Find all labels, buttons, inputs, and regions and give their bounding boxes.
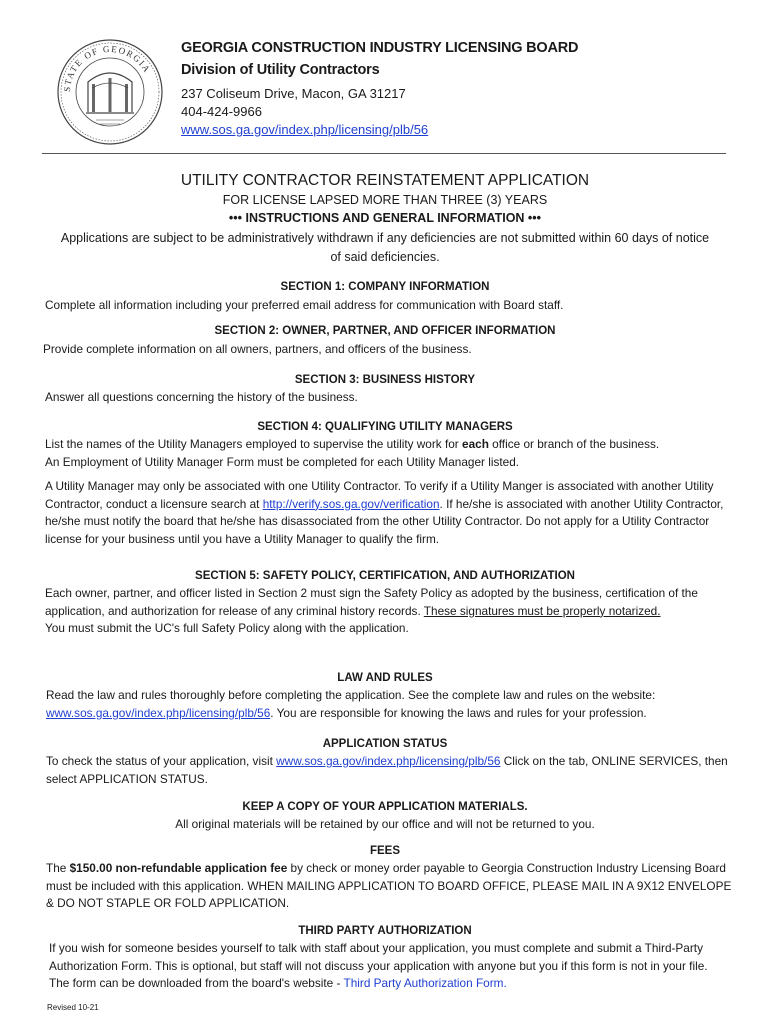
third-party-text-a: If you wish for someone besides yourself to talk with staff about your application, you must complete and submit a Third-Party Authorization Form. This is optional, but staff will not discuss your application with anyone but you if this form is not in your file. The form can be downloaded from the board's website -: [49, 941, 708, 991]
status-text: [46, 753, 736, 788]
page-subtitle: FOR LICENSE LAPSED MORE THAN THREE (3) YEARS: [222, 193, 548, 207]
fees-heading: FEES: [369, 845, 401, 857]
verification-link[interactable]: http://verify.sos.ga.gov/verification: [262, 496, 440, 511]
law-text-b: . You are responsible for knowing the laws and rules for your profession.: [270, 705, 647, 720]
section4-p2-b: . If he/she is associated with another Utility Contractor, he/she must notify the board that he/she has disassociated from the other Utility Contractor. Do not apply for a Utility Contractor license for your business until you have a Utility Manager to qualify the firm.: [45, 496, 724, 546]
section4-p2-a: A Utility Manager may only be associated with one Utility Contractor. To verify if a Utility Manger is associated with another Utility Contractor, conduct a licensure search at: [45, 479, 714, 511]
section4-p1-line2: An Employment of Utility Manager Form must be completed for each Utility Manager listed.: [45, 454, 520, 469]
section5-heading: SECTION 5: SAFETY POLICY, CERTIFICATION, AND AUTHORIZATION: [195, 570, 575, 582]
fees-amount: $150.00 non-refundable application fee: [69, 861, 288, 875]
law-text-a: Read the law and rules thoroughly before completing the application. See the complete law and rules on the website:: [46, 688, 656, 702]
status-text-a: To check the status of your application, visit: [46, 754, 277, 768]
section5-notarized-note: These signatures must be properly notarized.: [423, 603, 661, 618]
law-website-link[interactable]: www.sos.ga.gov/index.php/licensing/plb/56: [46, 705, 271, 720]
address: 237 Coliseum Drive, Macon, GA 31217: [181, 86, 406, 101]
header-divider: [42, 153, 726, 154]
section3-text: Answer all questions concerning the history of the business.: [45, 390, 358, 404]
law-heading: LAW AND RULES: [337, 672, 433, 684]
division-name: Division of Utility Contractors: [181, 62, 380, 78]
third-party-text: [49, 940, 719, 993]
withdrawal-warning: Applications are subject to be administratively withdrawn if any deficiencies are not submitted within 60 days of notice of said deficiencies.: [60, 231, 710, 264]
section1-heading: SECTION 1: COMPANY INFORMATION: [280, 281, 490, 293]
fees-text-b: by check or money order payable to Georgia Construction Industry Licensing Board must be included with this application. WHEN MAILING APPLICATION TO BOARD OFFICE, PLEASE MAIL IN A 9X12 ENVELOPE & DO NOT STAPLE OR FOLD APPLICATION.: [46, 861, 732, 911]
fees-text: [46, 860, 736, 913]
third-party-heading: THIRD PARTY AUTHORIZATION: [298, 925, 472, 937]
georgia-state-seal: [56, 38, 164, 146]
board-name: GEORGIA CONSTRUCTION INDUSTRY LICENSING BOARD: [181, 40, 579, 56]
section5-line2: You must submit the UC's full Safety Policy along with the application.: [45, 621, 409, 636]
svg-text:STATE OF GEORGIA: [62, 44, 153, 92]
section1-text: Complete all information including your preferred email address for communication with Board staff.: [45, 298, 564, 312]
revision-note: Revised 10-21: [47, 1003, 99, 1012]
section4-p1-b: office or branch of the business.: [488, 437, 660, 451]
section4-p1-bold: each: [462, 437, 489, 451]
law-text: [46, 687, 736, 722]
page-title: UTILITY CONTRACTOR REINSTATEMENT APPLICATION: [180, 172, 590, 189]
section2-heading: SECTION 2: OWNER, PARTNER, AND OFFICER INFORMATION: [214, 325, 556, 337]
letterhead: [181, 38, 741, 139]
section5-text-a: Each owner, partner, and officer listed in Section 2 must sign the Safety Policy as adopted by the business, certification of the application, and authorization for release of any criminal history records.: [45, 586, 698, 618]
website-link[interactable]: www.sos.ga.gov/index.php/licensing/plb/56: [181, 122, 429, 137]
copy-text: All original materials will be retained by our office and will not be returned to you.: [175, 817, 595, 831]
fees-text-a: The: [46, 861, 70, 875]
section5-text: [45, 585, 735, 638]
section2-text: Provide complete information on all owners, partners, and officers of the business.: [43, 342, 472, 356]
status-heading: APPLICATION STATUS: [322, 738, 448, 750]
section4-paragraph1: [45, 436, 735, 471]
section3-heading: SECTION 3: BUSINESS HISTORY: [294, 374, 476, 386]
section4-paragraph2: [45, 478, 735, 548]
section4-heading: SECTION 4: QUALIFYING UTILITY MANAGERS: [257, 421, 513, 433]
copy-heading: KEEP A COPY OF YOUR APPLICATION MATERIALS.: [242, 801, 528, 813]
status-text-b: Click on the tab, ONLINE SERVICES, then select APPLICATION STATUS.: [46, 754, 728, 786]
seal-outer-text: STATE OF GEORGIA: [61, 43, 153, 93]
instructions-heading: ••• INSTRUCTIONS AND GENERAL INFORMATION •••: [228, 211, 542, 225]
status-website-link[interactable]: www.sos.ga.gov/index.php/licensing/plb/56: [276, 754, 501, 768]
third-party-form-link[interactable]: Third Party Authorization Form.: [343, 976, 507, 991]
section4-p1-a: List the names of the Utility Managers employed to supervise the utility work for: [45, 437, 463, 451]
phone: 404-424-9966: [181, 104, 262, 119]
